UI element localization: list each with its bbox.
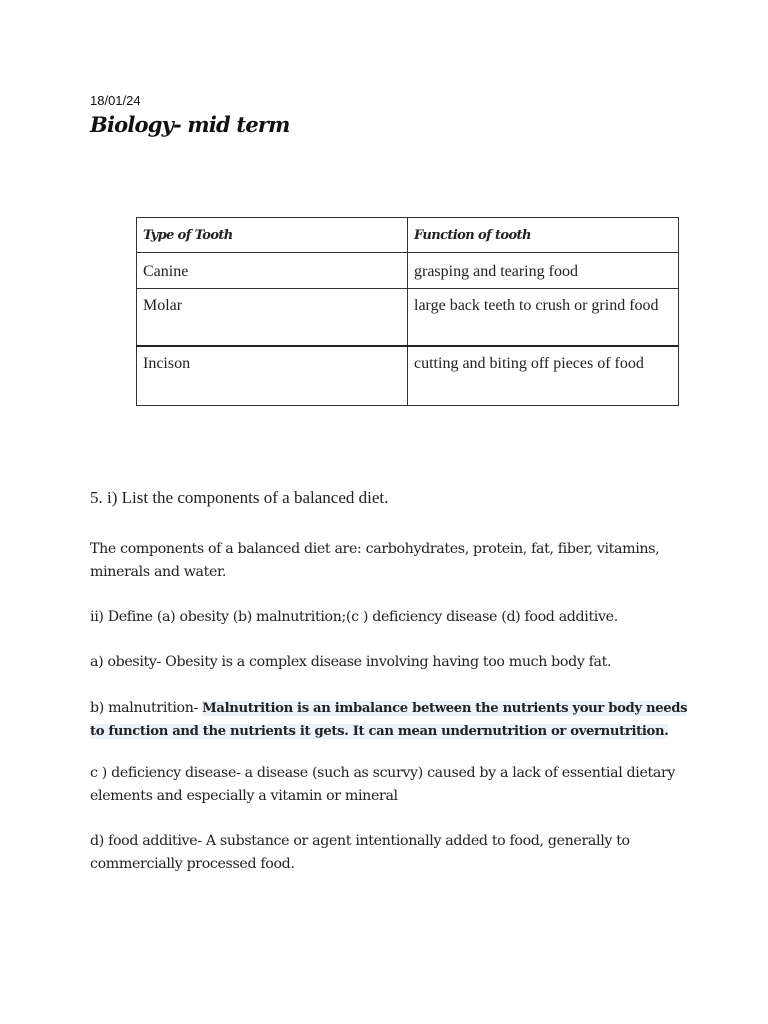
table-row <box>137 289 679 347</box>
table-row <box>137 253 679 289</box>
table-cell-type: Incison <box>137 346 408 406</box>
answer-food-additive: d) food additive- A substance or agent intentionally added to food, generally to commercially processed food. <box>90 833 630 872</box>
question-ii: ii) Define (a) obesity (b) malnutrition;(c ) deficiency disease (d) food additive. <box>90 609 618 625</box>
question-5i: 5. i) List the components of a balanced diet. <box>90 488 389 507</box>
answer-malnutrition-prefix: b) malnutrition- <box>90 700 203 716</box>
answer-deficiency-disease: c ) deficiency disease- a disease (such as scurvy) caused by a lack of essential dietary elements and especially a vitamin or mineral <box>90 765 676 804</box>
answer-malnutrition-highlight: Malnutrition is an imbalance between the nutrients your body needs to function and the nutrients it gets. It can mean undernutrition or overnutrition. <box>90 701 688 739</box>
table-cell-function: large back teeth to crush or grind food <box>408 289 679 347</box>
table-row <box>137 346 679 406</box>
answer-5i: The components of a balanced diet are: carbohydrates, protein, fat, fiber, vitamins, minerals and water. <box>90 541 660 580</box>
column-header-function: Function of tooth <box>408 218 679 253</box>
table-cell-function: cutting and biting off pieces of food <box>408 346 679 406</box>
document-date: 18/01/24 <box>90 93 141 108</box>
table-header-row <box>137 218 679 253</box>
document-title: Biology- mid term <box>90 112 290 137</box>
answer-obesity: a) obesity- Obesity is a complex disease involving having too much body fat. <box>90 654 612 670</box>
column-header-type: Type of Tooth <box>137 218 408 253</box>
table-cell-type: Molar <box>137 289 408 347</box>
answer-malnutrition <box>90 697 690 743</box>
table-cell-function: grasping and tearing food <box>408 253 679 289</box>
table-cell-type: Canine <box>137 253 408 289</box>
teeth-table <box>136 217 679 406</box>
